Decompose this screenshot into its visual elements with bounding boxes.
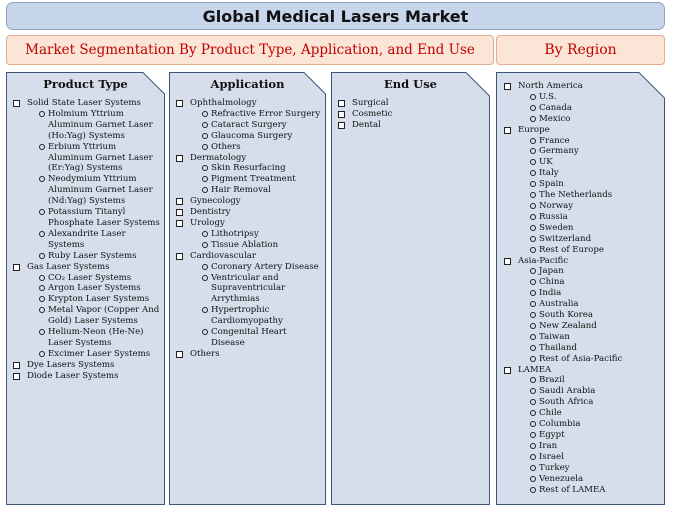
sub-segment-item: Italy: [503, 168, 661, 179]
segment-item: [337, 120, 486, 131]
segment-label: North America: [518, 81, 583, 91]
product-type-panel: [6, 72, 165, 505]
sub-segment-item: Ruby Laser Systems: [12, 251, 161, 262]
segment-label: Ophthalmology: [190, 98, 257, 108]
segment-label: Gynecology: [190, 196, 241, 207]
sub-segment-item: Mexico: [503, 114, 661, 125]
sub-segment-item: Krypton Laser Systems: [12, 294, 161, 305]
diagram-title: Global Medical Lasers Market: [6, 2, 665, 30]
sub-segment-item: Egypt: [503, 430, 661, 441]
segment-item: [503, 81, 661, 92]
sub-segment-item: CO₂ Laser Systems: [12, 273, 161, 284]
sub-segment-item: Brazil: [503, 375, 661, 386]
segment-label: Others: [190, 348, 220, 359]
segment-item: [175, 349, 322, 360]
sub-segment-item: New Zealand: [503, 321, 661, 332]
segment-item: [12, 371, 161, 382]
sub-segment-item: Potassium Titanyl Phosphate Laser Systems: [12, 207, 161, 229]
segment-item: [503, 365, 661, 376]
segment-item: [175, 218, 322, 229]
sub-segment-item: Hypertrophic Cardiomyopathy: [175, 305, 322, 327]
segment-label: Surgical: [352, 98, 389, 108]
sub-segment-item: Thailand: [503, 343, 661, 354]
segment-item: [12, 360, 161, 371]
sub-segment-item: Hair Removal: [175, 185, 322, 196]
sub-segment-item: Chile: [503, 408, 661, 419]
application-list: [175, 98, 322, 360]
end-use-heading: End Use: [384, 77, 437, 91]
segment-item: [175, 98, 322, 109]
segment-item: [337, 98, 486, 109]
segment-label: Europe: [518, 124, 550, 135]
segment-label: Diode Laser Systems: [27, 370, 119, 381]
panel-background: [331, 72, 490, 505]
segment-label: LAMEA: [518, 364, 552, 375]
sub-segment-item: Coronary Artery Disease: [175, 262, 322, 273]
segment-item: [175, 207, 322, 218]
region-banner: By Region: [496, 35, 665, 65]
sub-segment-item: Israel: [503, 452, 661, 463]
sub-segment-item: U.S.: [503, 92, 661, 103]
sub-segment-item: Spain: [503, 179, 661, 190]
sub-segment-item: Columbia: [503, 419, 661, 430]
sub-segment-item: Turkey: [503, 463, 661, 474]
sub-segment-item: Rest of Europe: [503, 245, 661, 256]
segment-item: [503, 256, 661, 267]
sub-segment-item: Venezuela: [503, 474, 661, 485]
region-panel: [496, 72, 665, 505]
segment-label: Solid State Laser Systems: [27, 98, 141, 108]
segment-item: [503, 125, 661, 136]
sub-segment-item: India: [503, 288, 661, 299]
segment-label: Dentistry: [190, 207, 231, 218]
segment-label: Dye Lasers Systems: [27, 359, 115, 370]
application-panel: [169, 72, 326, 505]
segment-label: Urology: [190, 217, 225, 228]
sub-segment-item: Others: [175, 142, 322, 153]
product-type-heading: Product Type: [43, 77, 128, 91]
sub-segment-item: Rest of Asia-Pacific: [503, 354, 661, 365]
sub-segment-item: Refractive Error Surgery: [175, 109, 322, 120]
segment-item: [175, 153, 322, 164]
region-list: [503, 81, 661, 495]
sub-segment-item: Excimer Laser Systems: [12, 349, 161, 360]
sub-segment-item: Sweden: [503, 223, 661, 234]
sub-segment-item: Iran: [503, 441, 661, 452]
sub-segment-item: Norway: [503, 201, 661, 212]
sub-segment-item: Lithotripsy: [175, 229, 322, 240]
segment-item: [12, 98, 161, 109]
segment-label: Dental: [352, 119, 381, 130]
sub-segment-item: Neodymium Yttrium Aluminum Garnet Laser (Nd:Yag) Systems: [12, 174, 161, 207]
sub-segment-item: UK: [503, 157, 661, 168]
segment-item: [175, 251, 322, 262]
sub-segment-item: Tissue Ablation: [175, 240, 322, 251]
sub-segment-item: Saudi Arabia: [503, 386, 661, 397]
sub-segment-item: Japan: [503, 266, 661, 277]
end-use-panel: [331, 72, 490, 505]
sub-segment-item: Helium-Neon (He-Ne) Laser Systems: [12, 327, 161, 349]
sub-segment-item: Holmium Yttrium Aluminum Garnet Laser (Ho:Yag) Systems: [12, 109, 161, 142]
sub-segment-item: The Netherlands: [503, 190, 661, 201]
sub-segment-item: Glaucoma Surgery: [175, 131, 322, 142]
sub-segment-item: Australia: [503, 299, 661, 310]
segment-item: [12, 262, 161, 273]
sub-segment-item: China: [503, 277, 661, 288]
end-use-list: [337, 98, 486, 131]
product-type-list: [12, 98, 161, 382]
segment-label: Cardiovascular: [190, 250, 256, 261]
sub-segment-item: Argon Laser Systems: [12, 283, 161, 294]
sub-segment-item: Erbium Yttrium Aluminum Garnet Laser (Er:Yag) Systems: [12, 142, 161, 175]
sub-segment-item: Taiwan: [503, 332, 661, 343]
sub-segment-item: France: [503, 136, 661, 147]
segment-label: Dermatology: [190, 152, 247, 163]
sub-segment-item: South Korea: [503, 310, 661, 321]
sub-segment-item: Cataract Surgery: [175, 120, 322, 131]
segmentation-banner: Market Segmentation By Product Type, Application, and End Use: [6, 35, 494, 65]
sub-segment-item: Switzerland: [503, 234, 661, 245]
sub-segment-item: Pigment Treatment: [175, 174, 322, 185]
sub-segment-item: Canada: [503, 103, 661, 114]
sub-segment-item: Rest of LAMEA: [503, 485, 661, 496]
sub-segment-item: Russia: [503, 212, 661, 223]
sub-segment-item: Congenital Heart Disease: [175, 327, 322, 349]
segment-label: Cosmetic: [352, 108, 393, 119]
sub-segment-item: Metal Vapor (Copper And Gold) Laser Systems: [12, 305, 161, 327]
application-heading: Application: [210, 77, 285, 91]
segment-label: Gas Laser Systems: [27, 261, 110, 272]
sub-segment-item: Ventricular and Supraventricular Arrythmias: [175, 273, 322, 306]
sub-segment-item: Skin Resurfacing: [175, 163, 322, 174]
sub-segment-item: Alexandrite Laser Systems: [12, 229, 161, 251]
segment-label: Asia-Pacific: [518, 255, 569, 266]
sub-segment-item: South Africa: [503, 397, 661, 408]
sub-segment-item: Germany: [503, 146, 661, 157]
segment-item: [337, 109, 486, 120]
segment-item: [175, 196, 322, 207]
